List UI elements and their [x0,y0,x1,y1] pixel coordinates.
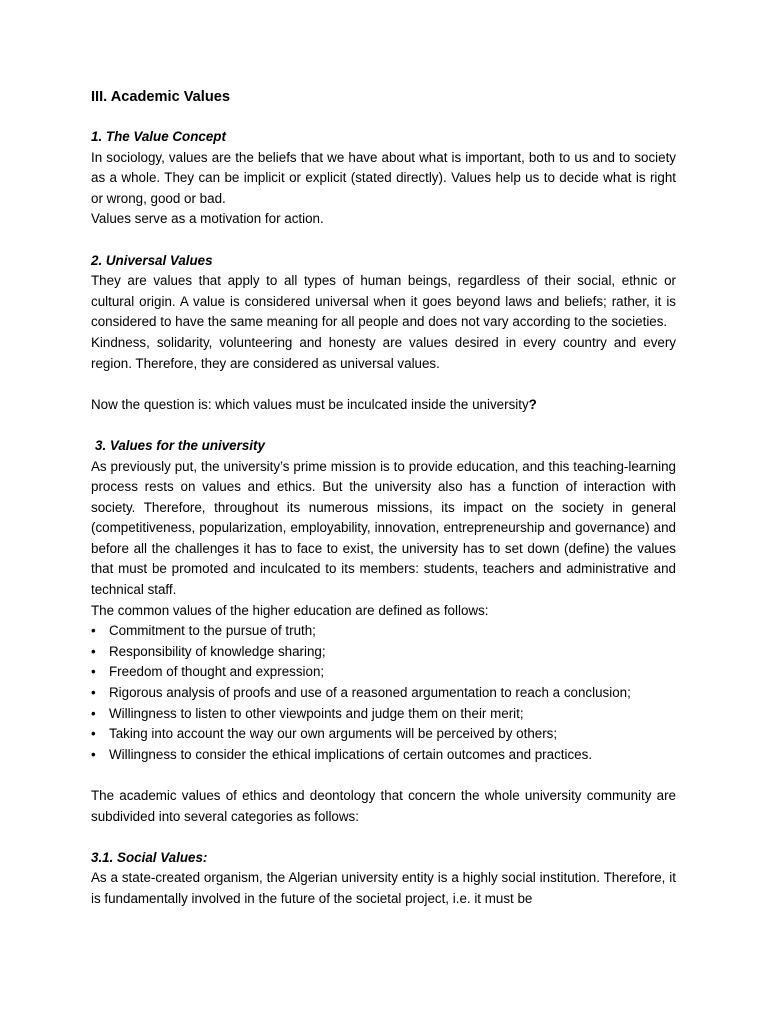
section-3-1-title: 3.1. Social Values: [91,849,208,865]
values-list [91,621,676,765]
list-item-text: Taking into account the way our own arguments will be perceived by others; [109,726,558,742]
bullet-icon: • [91,664,96,680]
list-item [91,621,676,642]
question-line [91,395,676,416]
bullet-icon: • [91,705,96,721]
section-3-closing: The academic values of ethics and deontology that concern the whole university community are subdivided into several categories as follows: [91,788,676,824]
list-item [91,704,676,725]
section-1-title: 1. The Value Concept [91,129,226,144]
bullet-icon: • [91,623,96,639]
page-title: III. Academic Values [91,89,230,105]
section-3-intro: The common values of the higher education are defined as follows: [91,602,489,618]
spacer [91,765,676,786]
bullet-icon: • [91,726,96,742]
section-2-paragraph-2: Kindness, solidarity, volunteering and honesty are values desired in every country and every region. Therefore, they are considered as universal values. [91,334,676,371]
spacer [91,374,676,395]
section-3-paragraph: As previously put, the university’s prime mission is to provide education, and this teaching-learning process rests on values and ethics. But the university also has a function of interaction with society. Therefore, throughout its numerous missions, its impact on the society in general (competitiveness, popularization, employability, innovation, entrepreneurship and governance) and before all the challenges it has to face to exist, the university has to set down (define) the values that must be promoted and inculcated to its members: students, teachers and administrative and technical staff. [91,458,676,598]
section-3-1-paragraph: As a state-created organism, the Algerian university entity is a highly social institution. Therefore, it is fundamentally involved in the future of the societal project, i.e. it must be [91,870,676,906]
list-item-text: Responsibility of knowledge sharing; [109,643,326,659]
list-item-text: Rigorous analysis of proofs and use of a reasoned argumentation to reach a conclusion; [109,685,631,701]
list-item [91,642,676,663]
list-item-text: Freedom of thought and expression; [109,664,325,680]
spacer [91,827,676,848]
list-item [91,683,676,704]
section-2-title: 2. Universal Values [91,252,213,268]
section-1-paragraph-2: Values serve as a motivation for action. [91,211,324,227]
list-item [91,724,676,745]
question-mark: ? [528,396,537,412]
spacer [91,415,676,436]
bullet-icon: • [91,746,96,762]
section-1-paragraph-1: In sociology, values are the beliefs that we have about what is important, both to us and to society as a whole. They can be implicit or explicit (stated directly). Values help us to decide what is right or wrong, good or bad. [91,149,676,206]
list-item-text: Commitment to the pursue of truth; [109,623,316,639]
spacer [91,230,676,251]
bullet-icon: • [91,685,96,701]
list-item-text: Willingness to consider the ethical implications of certain outcomes and practices. [109,746,593,762]
list-item-text: Willingness to listen to other viewpoints and judge them on their merit; [109,705,524,721]
list-item [91,745,676,766]
section-3-title: 3. Values for the university [95,437,265,453]
document-page [91,87,676,910]
bullet-icon: • [91,643,96,659]
question-text: Now the question is: which values must be inculcated inside the university [91,396,529,412]
section-2-paragraph-1: They are values that apply to all types of human beings, regardless of their social, ethnic or cultural origin. A value is considered universal when it goes beyond laws and beliefs; rather, it is considered to have the same meaning for all people and does not vary according to the societies. [91,273,676,330]
list-item [91,662,676,683]
